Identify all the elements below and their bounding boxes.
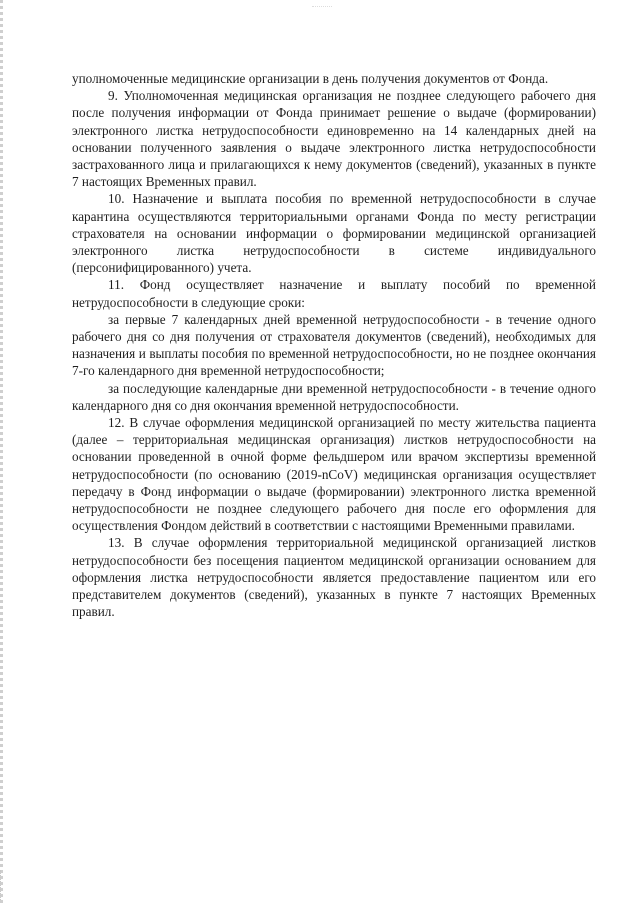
paragraph-11-first-term: за первые 7 календарных дней временной нетрудоспособности - в течение одного рабочего дня со дня получения от страхователя документов (сведений), необходимых для назначения и выплаты пособия по временной нетрудоспособности, но не позднее окончания 7-го календарного дня временной нетрудоспособности; (72, 311, 596, 379)
paragraph-13: 13. В случае оформления территориальной медицинской организацией листков нетрудоспособности без посещения пациентом медицинской организации основанием для оформления листка нетрудоспособности является предоставление пациентом или его представителем документов (сведений), указанных в пункте 7 настоящих Временных правил. (72, 535, 596, 620)
paragraph-11: 11. Фонд осуществляет назначение и выплату пособий по временной нетрудоспособности в следующие сроки: (72, 277, 596, 310)
paragraph-10: 10. Назначение и выплата пособия по временной нетрудоспособности в случае карантина осуществляются территориальными органами Фонда по месту регистрации страхователя на основании информации о формировании медицинской организацией электронного листка нетрудоспособности в системе индивидуального (персонифицированного) учета. (72, 191, 596, 276)
paragraph-12: 12. В случае оформления медицинской организацией по месту жительства пациента (далее – территориальная медицинская организация) листков нетрудоспособности на основании проведенной в очной форме фельдшером или врачом экспертизы временной нетрудоспособности (по основанию (2019-nCoV) медицинская организация осуществляет передачу в Фонд информации о выдаче (формировании) электронного листка временной нетрудоспособности не позднее следующего рабочего дня после его оформления для осуществления Фондом действий в соответствии с настоящими Временными правилами. (72, 415, 596, 534)
scan-bottom-mark (0, 870, 15, 900)
document-body (72, 70, 596, 621)
scan-top-mark (312, 0, 332, 7)
scan-left-edge (0, 0, 3, 905)
paragraph-9: 9. Уполномоченная медицинская организация не позднее следующего рабочего дня после получения информации от Фонда принимает решение о выдаче (формировании) электронного листка нетрудоспособности единовременно на 14 календарных дней на основании полученного заявления о выдаче электронного листка нетрудоспособности застрахованного лица и прилагающихся к нему документов (сведений), указанных в пункте 7 настоящих Временных правил. (72, 88, 596, 190)
paragraph-11-subsequent-term: за последующие календарные дни временной нетрудоспособности - в течение одного календарного дня со дня окончания временной нетрудоспособности. (72, 380, 596, 413)
paragraph-continuation: уполномоченные медицинские организации в день получения документов от Фонда. (72, 71, 549, 86)
